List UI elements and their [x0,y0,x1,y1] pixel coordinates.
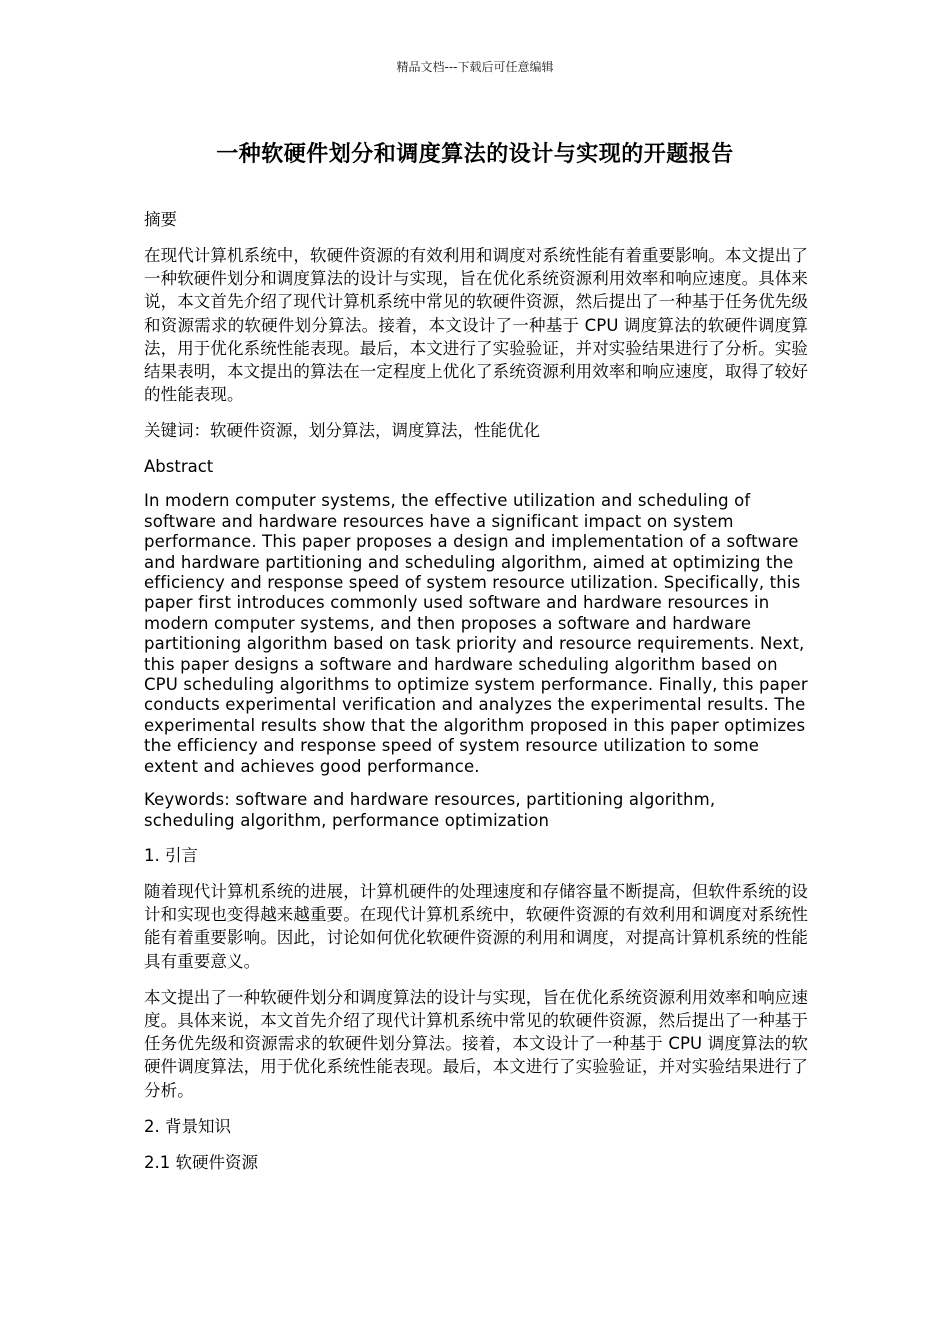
abstract-en-heading: Abstract [144,457,214,477]
keywords-en: Keywords: software and hardware resources, partitioning algorithm, scheduling algorithm, performance optimization [144,790,716,830]
section-2-heading: 2. 背景知识 [144,1116,231,1136]
keywords-zh: 关键词：软硬件资源，划分算法，调度算法，性能优化 [144,421,540,441]
abstract-zh-body: 在现代计算机系统中，软硬件资源的有效利用和调度对系统性能有着重要影响。本文提出了一种软硬件划分和调度算法的设计与实现，旨在优化系统资源利用效率和响应速度。具体来说，本文首先介绍了现代计算机系统中常见的软硬件资源，然后提出了一种基于任务优先级和资源需求的软硬件划分算法。接着，本文设计了一种基于 CPU 调度算法的软硬件调度算法，用于优化系统性能表现。最后，本文进行了实验验证，并对实验结果进行了分析。实验结果表明，本文提出的算法在一定程度上优化了系统资源利用效率和响应速度，取得了较好的性能表现。 [144,246,808,405]
document-body [144,208,808,1174]
abstract-en-body: In modern computer systems, the effective utilization and scheduling of software and hardware resources have a significant impact on system performance. This paper proposes a design and implementation of a software and hardware partitioning and scheduling algorithm, aimed at optimizing the efficiency and response speed of system resource utilization. Specifically, this paper first introduces commonly used software and hardware resources in modern computer systems, and then proposes a software and hardware partitioning algorithm based on task priority and resource requirements. Next, this paper designs a software and hardware scheduling algorithm based on CPU scheduling algorithms to optimize system performance. Finally, this paper conducts experimental verification and analyzes the experimental results. The experimental results show that the algorithm proposed in this paper optimizes the efficiency and response speed of system resource utilization to some extent and achieves good performance. [144,491,808,776]
section-2-1-heading: 2.1 软硬件资源 [144,1152,258,1172]
section-1-paragraph-1: 随着现代计算机系统的进展，计算机硬件的处理速度和存储容量不断提高，但软件系统的设计和实现也变得越来越重要。在现代计算机系统中，软硬件资源的有效利用和调度对系统性能有着重要影响。因此，讨论如何优化软硬件资源的利用和调度，对提高计算机系统的性能具有重要意义。 [144,881,808,971]
section-1-heading: 1. 引言 [144,845,198,865]
abstract-zh-heading: 摘要 [144,210,177,229]
document-title: 一种软硬件划分和调度算法的设计与实现的开题报告 [216,142,734,167]
section-1-paragraph-2: 本文提出了一种软硬件划分和调度算法的设计与实现，旨在优化系统资源利用效率和响应速度。具体来说，本文首先介绍了现代计算机系统中常见的软硬件资源，然后提出了一种基于任务优先级和资源需求的软硬件划分算法。接着，本文设计了一种基于 CPU 调度算法的软硬件调度算法，用于优化系统性能表现。最后，本文进行了实验验证，并对实验结果进行了分析。 [144,987,808,1100]
page-header: 精品文档---下载后可任意编辑 [396,60,554,74]
